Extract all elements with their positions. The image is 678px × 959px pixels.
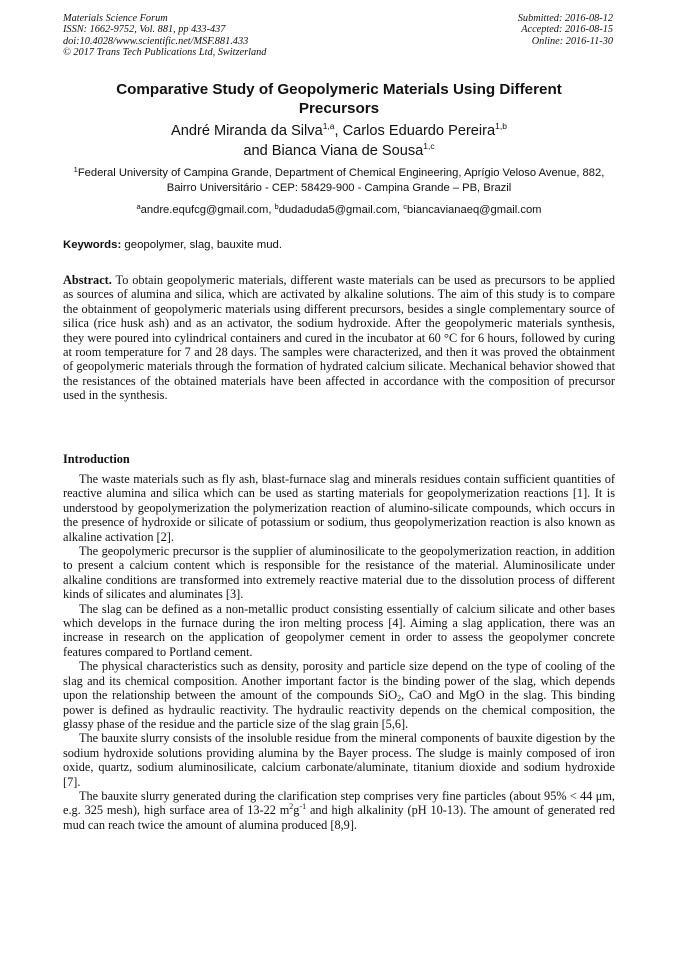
abstract-text: To obtain geopolymeric materials, different waste materials can be used as precursors to be applied as sources of alumina and silica, which are activated by alkaline solutions. The aim of this study is to compare the obtainment of geopolymeric materials using different precursors, besides a single complementary source of silica (rice husk ash) and as an activator, the sodium hydroxide. After the geopolymeric materials synthesis, they were poured into cylindrical containers and cured in the incubator at 60 °C for 6 hours, followed by curing at room temperature for 7 and 28 days. The samples were characterized, and then it was proved the obtainment of geopolymeric materials through the formation of hydrated calcium silicate. Mechanical behavior showed that the resistances of the obtained materials have been affected in accordance with the composition of precursor used in the synthesis. [63, 273, 615, 403]
email-separator: , [268, 204, 275, 216]
email-link[interactable]: andre.equfcg@gmail.com [140, 204, 269, 216]
affiliation [72, 166, 606, 197]
author-line-2 [90, 141, 588, 161]
paragraph: The waste materials such as fly ash, blast-furnace slag and minerals residues contain sufficient quantities of reactive alumina and silica which can be used as starting materials for geopolymerization reactions [1]. It is understood by geopolymerization the polymerization reaction of alumino-silicate compounds, which occurs in the presence of hydroxide or silicate of potassium or sodium, thus geopolymerization reaction is also known as alkaline activation [2]. [63, 472, 615, 544]
paper-title: Comparative Study of Geopolymeric Materials Using Different Precursors [116, 81, 562, 117]
email-list [72, 203, 606, 218]
email-sup: c [403, 202, 408, 211]
keywords-label: Keywords: [63, 239, 122, 251]
author-separator: , [334, 123, 343, 139]
paragraph-text: The physical characteristics such as density, porosity and particle size depend on the type of cooling of the slag and its chemical composition. Another important factor is the binding power of the slag, which depends upon the relationship between the amount of the compounds SiO [63, 659, 615, 703]
author-name: André Miranda da Silva [171, 123, 323, 139]
paragraph-text: , CaO and MgO in the slag. This binding power is defined as hydraulic reactivity. The hydraulic reactivity depends on the chemical composition, the glassy phase of the residue and the particle size of the slag grain [5,6]. [63, 688, 615, 731]
author-sup: 1,c [423, 141, 435, 151]
abstract [63, 273, 615, 403]
author-list [90, 121, 588, 161]
submitted-date: Submitted: 2016-08-12 [517, 13, 613, 24]
subscript: 2 [397, 694, 402, 704]
email-link[interactable]: biancavianaeq@gmail.com [407, 204, 542, 216]
author-name: Carlos Eduardo Pereira [342, 123, 496, 139]
online-date: Online: 2016-11-30 [531, 35, 613, 47]
journal-header [63, 13, 266, 59]
dates-header [518, 13, 613, 47]
email-sup: a [136, 202, 141, 211]
affiliation-sup: 1 [73, 165, 78, 174]
affiliation-text: Federal University of Campina Grande, Department of Chemical Engineering, Aprígio Veloso Avenue, 882, Bairro Universitário - CEP: 58429-900 - Campina Grande – PB, Brazil [77, 167, 605, 195]
unit-text: g [293, 803, 300, 818]
accepted-date: Accepted: 2016-08-15 [521, 24, 613, 36]
paragraph: The slag can be defined as a non-metallic product consisting essentially of calcium silicate and other bases which develops in the furnace during the iron melting process [4]. Aiming a slag application, there was an increase in research on the application of geopolymer cement in order to assess the geopolymer concrete features compared to Portland cement. [63, 601, 615, 659]
issn-line: ISSN: 1662-9752, Vol. 881, pp 433-437 [63, 24, 226, 36]
journal-name: Materials Science Forum [63, 13, 168, 24]
superscript: 2 [289, 802, 294, 812]
email-sup: b [274, 202, 279, 211]
paragraph-text: and high alkalinity (pH 10-13). The amount of generated red mud can reach twice the amount of alumina produced [8,9]. [63, 803, 615, 832]
keywords-text: geopolymer, slag, bauxite mud. [121, 239, 283, 251]
section-heading-introduction: Introduction [63, 452, 130, 466]
keywords [63, 238, 615, 253]
doi-line[interactable]: doi:10.4028/www.scientific.net/MSF.881.433 [63, 35, 249, 47]
paragraph-text: The bauxite slurry generated during the clarification step comprises very fine particles (about 95% < 44 μm, e.g. 325 mesh), high surface area of 13-22 m [63, 788, 615, 818]
abstract-label: Abstract. [63, 273, 112, 287]
email-link[interactable]: dudaduda5@gmail.com [278, 204, 398, 216]
copyright-line: © 2017 Trans Tech Publications Ltd, Switzerland [63, 47, 267, 59]
paragraph: The bauxite slurry consists of the insoluble residue from the mineral components of bauxite digestion by the sodium hydroxide solutions providing alumina by the Bayer process. The sludge is mainly composed of iron oxide, quartz, sodium aluminosilicate, calcium carbonate/aluminate, titanium dioxide and sodium hydroxide [7]. [63, 731, 615, 789]
paragraph [63, 789, 615, 832]
paragraph [63, 659, 615, 731]
author-name: and Bianca Viana de Sousa [243, 143, 424, 159]
introduction-body [63, 472, 615, 832]
superscript: -1 [299, 802, 307, 812]
email-separator: , [397, 204, 404, 216]
author-line-1 [90, 121, 588, 141]
paragraph: The geopolymeric precursor is the supplier of aluminosilicate to the geopolymerization reaction, in addition to present a calcium content which is responsible for the resistance of the material. Aluminosilicate under alkaline conditions are transformed into extremely reactive material due to the dissolution process of different kinds of silicates and aluminates [3]. [63, 544, 615, 602]
author-sup: 1,a [322, 121, 335, 131]
author-sup: 1,b [495, 121, 507, 131]
